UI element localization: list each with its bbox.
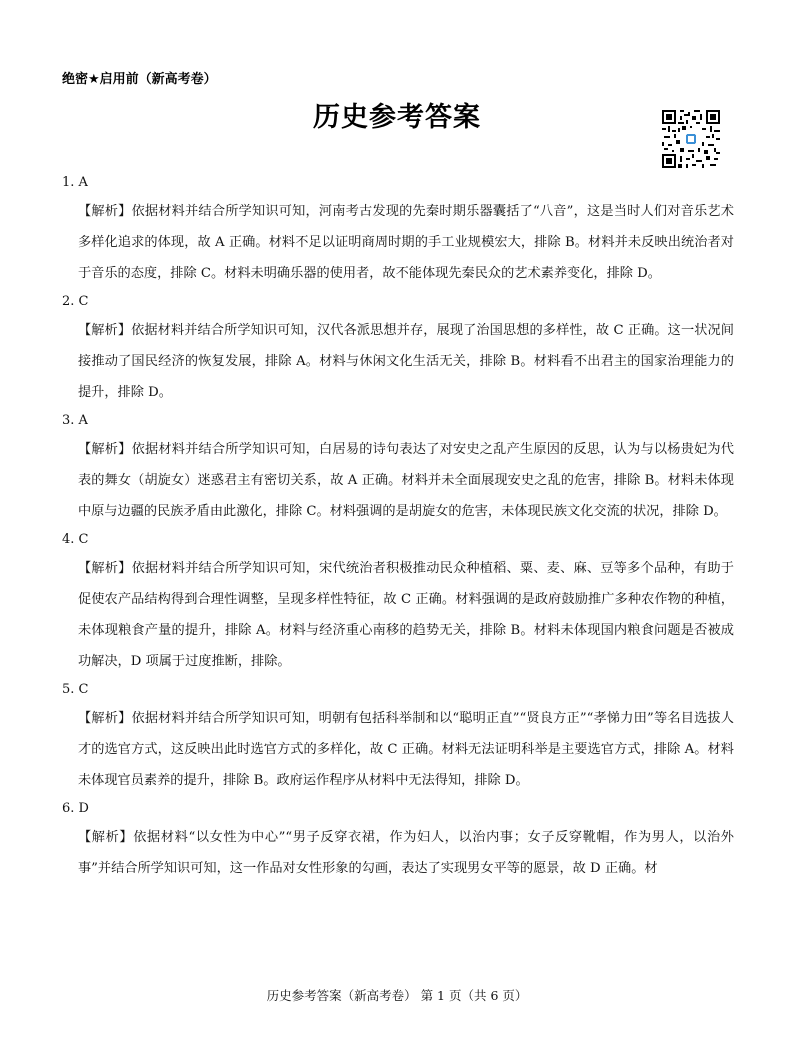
question-analysis: 【解析】依据材料“以女性为中心”“男子反穿衣裙，作为妇人，以治内事；女子反穿靴帽，作为男人，以治外事”并结合所学知识可知，这一作品对女性形象的勾画，表达了实现男女平等的愿景，故 D 正确。材 xyxy=(78,830,734,876)
page-footer: 历史参考答案（新高考卷） 第 1 页（共 6 页） xyxy=(266,988,528,1003)
qr-code-icon xyxy=(662,110,720,168)
question-number: 4. C xyxy=(62,532,89,547)
question-number: 2. C xyxy=(62,294,89,309)
page-title: 历史参考答案 xyxy=(313,102,481,133)
question-number: 5. C xyxy=(62,682,89,697)
question-item xyxy=(62,527,734,677)
question-item xyxy=(62,170,734,289)
question-item xyxy=(62,289,734,408)
question-analysis: 【解析】依据材料并结合所学知识可知，白居易的诗句表达了对安史之乱产生原因的反思，认为与以杨贵妃为代表的舞女（胡旋女）迷惑君主有密切关系，故 A 正确。材料并未全面展现安史之乱的危害，排除 B。材料未体现中原与边疆的民族矛盾由此激化，排除 C。材料强调的是胡旋女的危害，未体现民族文化交流的状况，排除 D。 xyxy=(78,442,734,519)
question-item xyxy=(62,408,734,527)
question-analysis: 【解析】依据材料并结合所学知识可知，宋代统治者积极推动民众种植稻、粟、麦、麻、豆等多个品种，有助于促使农产品结构得到合理性调整，呈现多样性特征，故 C 正确。材料强调的是政府鼓励推广多种农作物的种植，未体现粮食产量的提升，排除 A。材料与经济重心南移的趋势无关，排除 B。材料未体现国内粮食问题是否被成功解决，D 项属于过度推断，排除。 xyxy=(78,561,734,669)
question-analysis: 【解析】依据材料并结合所学知识可知，明朝有包括科举制和以“聪明正直”“贤良方正”“孝悌力田”等名目选拔人才的选官方式，这反映出此时选官方式的多样化，故 C 正确。材料无法证明科举是主要选官方式，排除 A。材料未体现官员素养的提升，排除 B。政府运作程序从材料中无法得知，排除 D。 xyxy=(78,711,734,788)
question-item xyxy=(62,677,734,796)
confidential-tag: 绝密★启用前（新高考卷） xyxy=(62,72,217,87)
question-number: 1. A xyxy=(62,175,88,190)
question-item xyxy=(62,796,734,884)
question-number: 6. D xyxy=(62,801,89,816)
answer-list xyxy=(62,170,734,884)
question-number: 3. A xyxy=(62,413,88,428)
question-analysis: 【解析】依据材料并结合所学知识可知，河南考古发现的先秦时期乐器囊括了“八音”，这是当时人们对音乐艺术多样化追求的体现，故 A 正确。材料不足以证明商周时期的手工业规模宏大，排除 B。材料并未反映出统治者对于音乐的态度，排除 C。材料未明确乐器的使用者，故不能体现先秦民众的艺术素养变化，排除 D。 xyxy=(78,204,734,281)
question-analysis: 【解析】依据材料并结合所学知识可知，汉代各派思想并存，展现了治国思想的多样性，故 C 正确。这一状况间接推动了国民经济的恢复发展，排除 A。材料与休闲文化生活无关，排除 B。材料看不出君主的国家治理能力的提升，排除 D。 xyxy=(78,323,734,400)
